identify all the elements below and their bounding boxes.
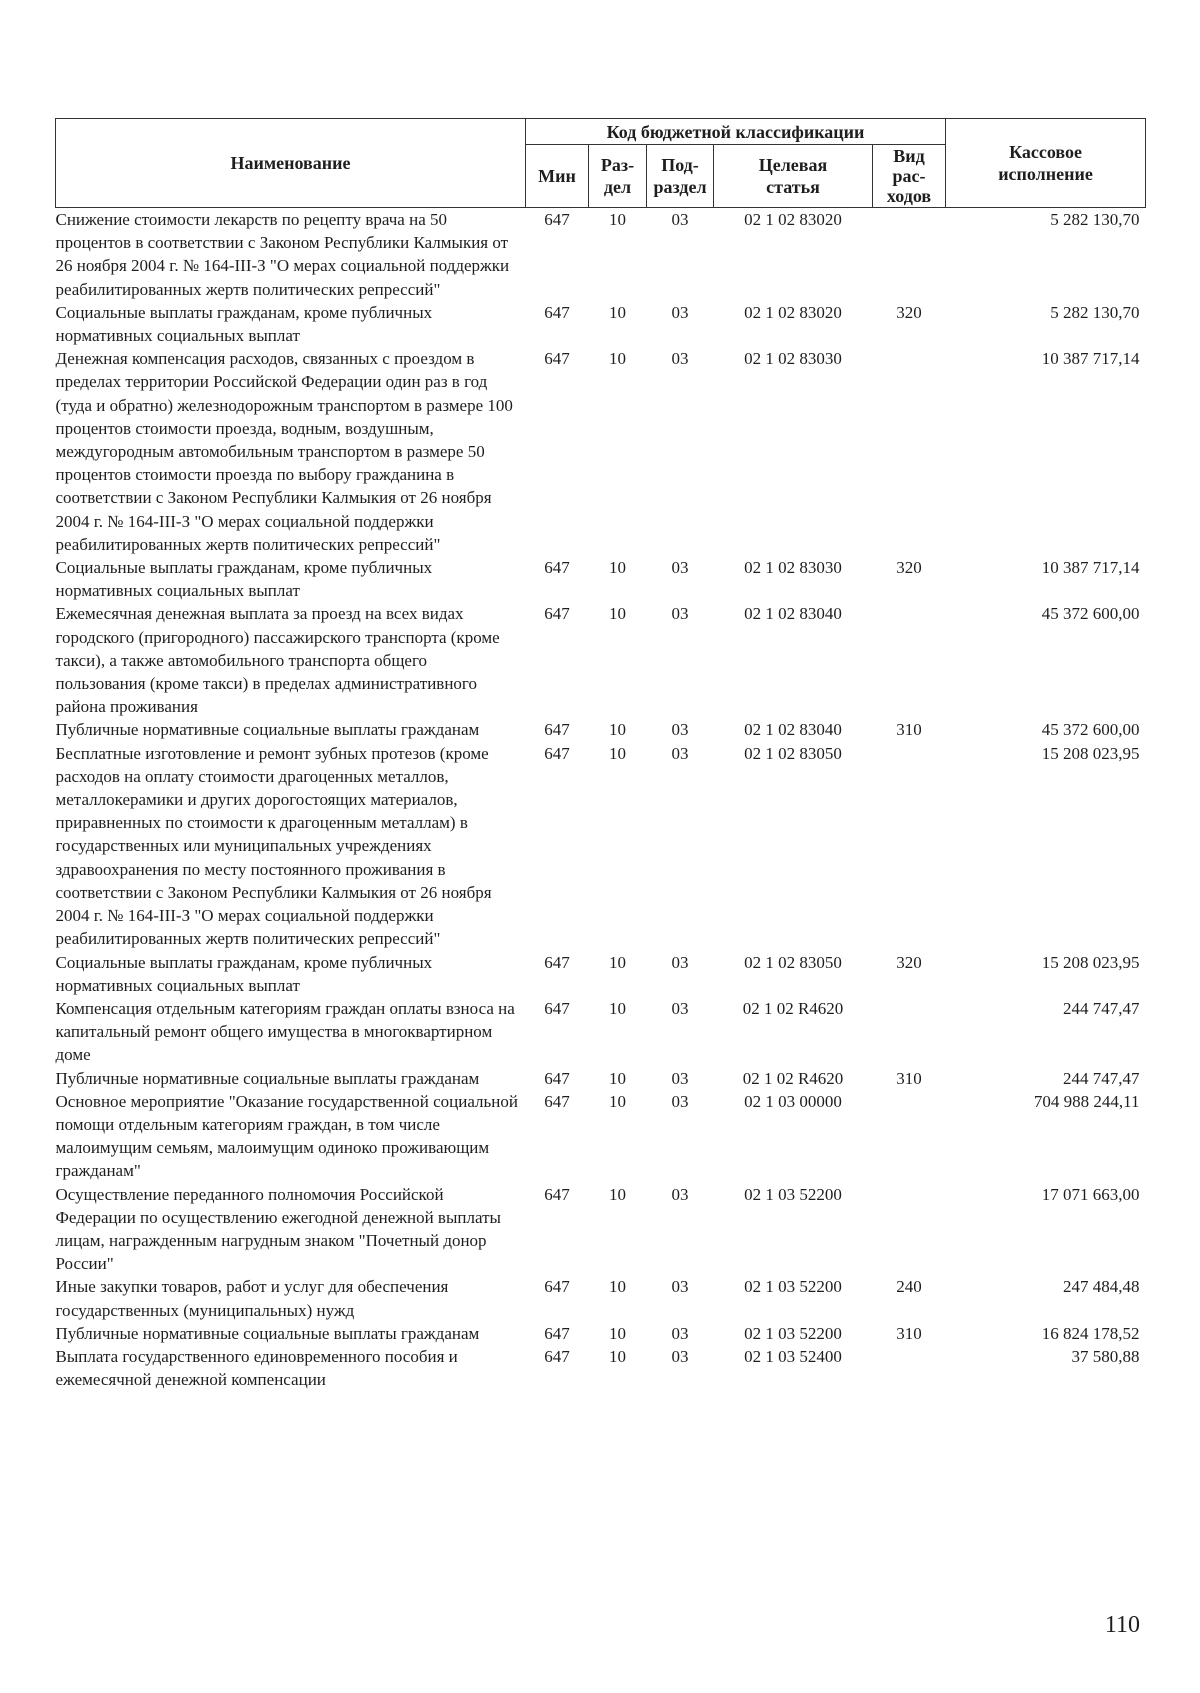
- table-row: [56, 602, 1146, 718]
- table-row: [56, 208, 1146, 301]
- cell-amount: 17 071 663,00: [1041, 1184, 1140, 1204]
- cell-amount: 704 988 244,11: [1033, 1091, 1140, 1111]
- cell-target-article: 02 1 03 52200: [744, 1184, 842, 1204]
- header-expense-type: Вид рас- ходов: [873, 145, 946, 208]
- cell-amount: 5 282 130,70: [1050, 302, 1140, 322]
- cell-razdel: 10: [609, 1068, 626, 1088]
- cell-name: Публичные нормативные социальные выплаты гражданам: [55, 720, 480, 740]
- table-row: [56, 1322, 1146, 1345]
- budget-table-page: [55, 118, 1145, 1391]
- table-row: [56, 997, 1146, 1067]
- cell-podrazdel: 03: [671, 604, 689, 624]
- cell-target-article: 02 1 02 83040: [744, 720, 842, 740]
- table-body: [56, 208, 1146, 1392]
- cell-razdel: 10: [609, 558, 626, 578]
- cell-amount: 45 372 600,00: [1041, 720, 1140, 740]
- cell-name: Социальные выплаты гражданам, кроме публичных нормативных социальных выплат: [55, 558, 433, 601]
- table-row: [56, 347, 1146, 556]
- header-razdel: Раз- дел: [589, 145, 647, 208]
- table-row: [56, 301, 1146, 347]
- header-target-article: Целевая статья: [714, 145, 873, 208]
- cell-name: Снижение стоимости лекарств по рецепту врача на 50 процентов в соответствии с Законом Республики Калмыкия от 26 ноября 2004 г. № 164-III-З "О мерах социальной поддержки реабилитированных жертв политических репрессий": [55, 210, 510, 299]
- cell-amount: 244 747,47: [1063, 998, 1140, 1018]
- cell-amount: 15 208 023,95: [1041, 952, 1140, 972]
- cell-min: 647: [544, 302, 570, 322]
- cell-name: Основное мероприятие "Оказание государственной социальной помощи отдельным категориям граждан, в том числе малоимущим семьям, малоимущим одиноко проживающим гражданам": [55, 1091, 518, 1181]
- cell-expense-type: [873, 602, 946, 718]
- cell-razdel: 10: [609, 349, 626, 369]
- cell-expense-type: [873, 997, 946, 1067]
- table-row: [56, 1090, 1146, 1183]
- cell-min: 647: [544, 1346, 570, 1366]
- cell-name: Компенсация отдельным категориям граждан оплаты взноса на капитальный ремонт общего имущества в многоквартирном доме: [55, 998, 515, 1065]
- cell-min: 647: [544, 1184, 570, 1204]
- cell-razdel: 10: [609, 1323, 626, 1343]
- header-min: Мин: [526, 145, 589, 208]
- cell-podrazdel: 03: [671, 210, 689, 229]
- cell-target-article: 02 1 03 00000: [744, 1091, 842, 1111]
- cell-razdel: 10: [609, 720, 626, 740]
- table-row: [56, 556, 1146, 602]
- cell-min: 647: [544, 1323, 570, 1343]
- cell-min: 647: [544, 1277, 570, 1297]
- cell-razdel: 10: [609, 1346, 626, 1366]
- cell-expense-type: 310: [896, 1068, 922, 1088]
- cell-amount: 10 387 717,14: [1041, 349, 1140, 369]
- cell-expense-type: [873, 347, 946, 556]
- cell-target-article: 02 1 02 83020: [744, 210, 842, 229]
- cell-podrazdel: 03: [671, 349, 689, 369]
- cell-name: Иные закупки товаров, работ и услуг для обеспечения государственных (муниципальных) нужд: [55, 1277, 449, 1320]
- cell-min: 647: [544, 743, 570, 763]
- cell-target-article: 02 1 02 83050: [744, 952, 842, 972]
- cell-amount: 5 282 130,70: [1050, 210, 1140, 229]
- cell-target-article: 02 1 02 R4620: [742, 998, 844, 1018]
- cell-target-article: 02 1 03 52200: [744, 1323, 842, 1343]
- cell-target-article: 02 1 02 83030: [744, 558, 842, 578]
- header-podrazdel: Под- раздел: [647, 145, 714, 208]
- cell-razdel: 10: [609, 1184, 626, 1204]
- cell-razdel: 10: [609, 302, 626, 322]
- cell-amount: 37 580,88: [1071, 1346, 1140, 1366]
- cell-expense-type: 320: [896, 952, 922, 972]
- cell-expense-type: [873, 1090, 946, 1183]
- cell-target-article: 02 1 02 83050: [744, 743, 842, 763]
- cell-podrazdel: 03: [671, 952, 689, 972]
- cell-razdel: 10: [609, 952, 626, 972]
- cell-podrazdel: 03: [671, 720, 689, 740]
- cell-target-article: 02 1 02 R4620: [742, 1068, 844, 1088]
- table-row: [56, 718, 1146, 741]
- cell-name: Социальные выплаты гражданам, кроме публичных нормативных социальных выплат: [55, 302, 433, 346]
- cell-expense-type: [873, 1183, 946, 1276]
- cell-name: Публичные нормативные социальные выплаты гражданам: [55, 1068, 480, 1088]
- cell-target-article: 02 1 03 52200: [744, 1277, 842, 1297]
- cell-name: Публичные нормативные социальные выплаты гражданам: [55, 1323, 480, 1343]
- budget-table: [55, 118, 1146, 1391]
- cell-min: 647: [544, 558, 570, 578]
- table-row: [56, 742, 1146, 951]
- cell-min: 647: [544, 1068, 570, 1088]
- cell-podrazdel: 03: [671, 1277, 689, 1297]
- cell-amount: 45 372 600,00: [1041, 604, 1140, 624]
- cell-min: 647: [544, 604, 570, 624]
- table-row: [56, 1183, 1146, 1276]
- cell-podrazdel: 03: [671, 1323, 689, 1343]
- cell-amount: 15 208 023,95: [1041, 743, 1140, 763]
- cell-target-article: 02 1 02 83040: [744, 604, 842, 624]
- cell-name: Ежемесячная денежная выплата за проезд на всех видах городского (пригородного) пассажирского транспорта (кроме такси), а также автомобильного транспорта общего пользования (кроме такси) в пределах административного района проживания: [55, 604, 500, 717]
- table-row: [56, 951, 1146, 997]
- cell-razdel: 10: [609, 1091, 626, 1111]
- table-header: [56, 119, 1146, 208]
- cell-min: 647: [544, 210, 570, 229]
- cell-razdel: 10: [609, 1277, 626, 1297]
- cell-expense-type: 320: [896, 302, 922, 322]
- cell-expense-type: [873, 208, 946, 301]
- table-row: [56, 1275, 1146, 1321]
- cell-target-article: 02 1 03 52400: [744, 1346, 842, 1366]
- cell-min: 647: [544, 1091, 570, 1111]
- cell-podrazdel: 03: [671, 302, 689, 322]
- table-row: [56, 1345, 1146, 1391]
- cell-expense-type: 310: [896, 720, 922, 740]
- cell-podrazdel: 03: [671, 1346, 689, 1366]
- cell-podrazdel: 03: [671, 1184, 689, 1204]
- cell-razdel: 10: [609, 604, 626, 624]
- cell-min: 647: [544, 720, 570, 740]
- cell-name: Осуществление переданного полномочия Российской Федерации по осуществлению ежегодной денежной выплаты лицам, награжденным нагрудным знаком "Почетный донор России": [55, 1184, 501, 1274]
- cell-podrazdel: 03: [671, 743, 689, 763]
- header-budget-code-group: Код бюджетной классификации: [526, 119, 946, 145]
- table-row: [56, 1067, 1146, 1090]
- cell-amount: 10 387 717,14: [1041, 558, 1140, 578]
- cell-name: Бесплатные изготовление и ремонт зубных протезов (кроме расходов на оплату стоимости драгоценных металлов, металлокерамики и других дорогостоящих материалов, приравненных по стоимости к драгоценным металлам) в государственных или муниципальных учреждениях здравоохранения по месту постоянного проживания в соответствии с Законом Республики Калмыкия от 26 ноября 2004 г. № 164-III-З "О мерах социальной поддержки реабилитированных жертв политических репрессий": [55, 743, 492, 949]
- header-cash-execution: Кассовое исполнение: [946, 119, 1146, 208]
- cell-razdel: 10: [609, 998, 626, 1018]
- cell-expense-type: 310: [896, 1323, 922, 1343]
- cell-expense-type: [873, 742, 946, 951]
- cell-min: 647: [544, 349, 570, 369]
- cell-name: Выплата государственного единовременного пособия и ежемесячной денежной компенсации: [55, 1346, 458, 1390]
- cell-expense-type: 320: [896, 558, 922, 578]
- cell-razdel: 10: [609, 743, 626, 763]
- header-name: Наименование: [56, 119, 526, 208]
- cell-razdel: 10: [609, 210, 626, 229]
- cell-podrazdel: 03: [671, 1091, 689, 1111]
- cell-podrazdel: 03: [671, 1068, 689, 1088]
- cell-expense-type: [873, 1345, 946, 1391]
- cell-podrazdel: 03: [671, 998, 689, 1018]
- cell-expense-type: 240: [896, 1277, 922, 1297]
- cell-amount: 16 824 178,52: [1041, 1323, 1140, 1343]
- cell-name: Денежная компенсация расходов, связанных с проездом в пределах территории Российской Федерации один раз в год (туда и обратно) железнодорожным транспортом в размере 100 процентов стоимости проезда, водным, воздушным, междугородным автомобильным транспортом в размере 50 процентов стоимости проезда по выбору гражданина в соответствии с Законом Республики Калмыкия от 26 ноября 2004 г. № 164-III-З "О мерах социальной поддержки реабилитированных жертв политических репрессий": [55, 349, 513, 554]
- cell-podrazdel: 03: [671, 558, 689, 578]
- cell-target-article: 02 1 02 83020: [744, 302, 842, 322]
- page-number: 110: [1104, 1612, 1140, 1638]
- cell-min: 647: [544, 952, 570, 972]
- cell-min: 647: [544, 998, 570, 1018]
- cell-amount: 244 747,47: [1063, 1068, 1140, 1088]
- cell-amount: 247 484,48: [1063, 1277, 1140, 1297]
- cell-target-article: 02 1 02 83030: [744, 349, 842, 369]
- cell-name: Социальные выплаты гражданам, кроме публичных нормативных социальных выплат: [55, 952, 433, 995]
